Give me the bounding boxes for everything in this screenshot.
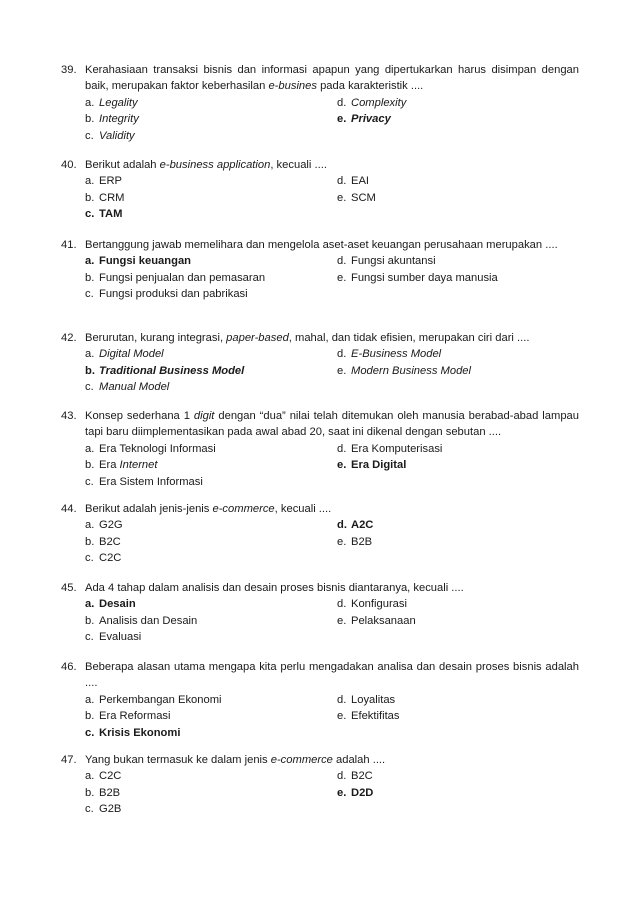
- option-letter: d.: [337, 693, 347, 706]
- option-text-segment: Loyalitas: [351, 693, 396, 706]
- option-text-segment: Validity: [99, 129, 135, 142]
- option-text-segment: D2D: [351, 786, 374, 799]
- stem-text: pada karakteristik ....: [316, 80, 424, 93]
- option-letter: e.: [337, 535, 347, 548]
- option-text-segment: Fungsi penjualan dan pemasaran: [99, 271, 266, 284]
- option-text: [99, 363, 244, 379]
- option-letter: c.: [85, 381, 94, 394]
- option-letter: b.: [85, 710, 95, 723]
- option-text-segment: Complexity: [351, 96, 407, 109]
- answer-option: [337, 173, 579, 189]
- answer-option: [85, 785, 337, 801]
- option-text-segment: Perkembangan Ekonomi: [99, 693, 222, 706]
- option-text-segment: Fungsi akuntansi: [351, 255, 436, 268]
- option-text: [99, 785, 120, 801]
- option-letter: b.: [85, 271, 95, 284]
- answer-option: [85, 441, 337, 457]
- answer-option: [85, 457, 337, 473]
- option-text: [99, 441, 216, 457]
- answer-option: [85, 128, 337, 144]
- option-text: [99, 801, 121, 817]
- question-stem: [85, 62, 579, 95]
- option-text: [351, 457, 406, 473]
- option-letter: a.: [85, 442, 95, 455]
- option-letter: b.: [85, 459, 95, 472]
- option-text: [351, 190, 376, 206]
- answer-options: [85, 253, 579, 302]
- option-text-segment: Modern Business Model: [351, 364, 472, 377]
- option-text-segment: ERP: [99, 175, 123, 188]
- option-text: [99, 286, 248, 302]
- answer-option: [85, 768, 337, 784]
- option-letter: d.: [337, 255, 347, 268]
- option-text-segment: Traditional Business Model: [99, 364, 245, 377]
- option-text: [99, 613, 197, 629]
- option-text: [99, 708, 171, 724]
- option-letter: c.: [85, 208, 95, 221]
- option-text-segment: Konfigurasi: [351, 598, 407, 611]
- option-text: [99, 206, 122, 222]
- option-text: [99, 768, 121, 784]
- option-text-segment: B2C: [99, 535, 121, 548]
- question-number: 45.: [61, 582, 77, 594]
- option-letter: b.: [85, 786, 95, 799]
- answer-option: [337, 596, 579, 612]
- question-47: [61, 752, 579, 818]
- option-text: [99, 517, 123, 533]
- answer-option: [337, 190, 579, 206]
- option-text-segment: Pelaksanaan: [351, 614, 416, 627]
- option-text-segment: B2B: [99, 786, 121, 799]
- option-text: [351, 363, 471, 379]
- question-44: [61, 501, 579, 567]
- option-text: [351, 596, 407, 612]
- question-stem: [85, 157, 579, 173]
- question-header: [61, 659, 579, 692]
- stem-text: , mahal, dan tidak efisien, merupakan ciri dari ....: [288, 332, 530, 344]
- answer-option: [337, 768, 579, 784]
- option-text: [99, 629, 141, 645]
- stem-text: , kecuali ....: [274, 503, 332, 515]
- option-letter: a.: [85, 348, 95, 361]
- answer-option: [85, 111, 337, 127]
- question-number: 39.: [61, 64, 77, 76]
- option-letter: c.: [85, 552, 94, 565]
- option-letter: e.: [337, 710, 347, 723]
- stem-text: adalah ....: [332, 754, 386, 766]
- option-text-segment: B2C: [351, 770, 373, 783]
- answer-option: [85, 692, 337, 708]
- option-text-segment: Digital Model: [99, 348, 164, 361]
- option-text: [99, 457, 157, 473]
- stem-text: Bertanggung jawab memelihara dan mengelola aset-aset keuangan perusahaan merupakan ....: [85, 239, 558, 251]
- answer-option-correct: [85, 363, 337, 379]
- option-text-segment: Era Teknologi Informasi: [99, 442, 216, 455]
- answer-option: [85, 550, 337, 566]
- option-text: [99, 346, 164, 362]
- option-letter: d.: [337, 598, 347, 611]
- answer-option: [85, 613, 337, 629]
- question-header: [61, 330, 579, 346]
- answer-option: [337, 346, 579, 362]
- option-letter: c.: [85, 475, 94, 488]
- question-header: [61, 408, 579, 441]
- question-header: [61, 62, 579, 95]
- stem-text: paper-based: [226, 332, 289, 344]
- option-text-segment: Legality: [99, 96, 138, 109]
- option-letter: b.: [85, 535, 95, 548]
- stem-text: Beberapa alasan utama mengapa kita perlu mengadakan analisa dan desain proses bisnis adalah ....: [85, 661, 579, 690]
- option-letter: a.: [85, 770, 95, 783]
- option-text: [351, 708, 400, 724]
- option-text: [99, 379, 169, 395]
- answer-option: [337, 692, 579, 708]
- option-text: [351, 768, 373, 784]
- stem-text: e-busines: [268, 80, 317, 93]
- option-text-segment: Desain: [99, 598, 136, 611]
- question-number: 43.: [61, 410, 77, 422]
- question-header: [61, 501, 579, 517]
- option-text-segment: Internet: [119, 459, 158, 472]
- question-42: [61, 330, 579, 396]
- option-text-segment: Fungsi produksi dan pabrikasi: [99, 288, 248, 301]
- answer-option: [337, 270, 579, 286]
- answer-option: [85, 517, 337, 533]
- option-letter: c.: [85, 631, 94, 644]
- option-text-segment: B2B: [351, 535, 373, 548]
- option-text: [99, 692, 222, 708]
- answer-option-correct: [85, 253, 337, 269]
- option-text: [351, 441, 442, 457]
- answer-options: [85, 346, 579, 395]
- answer-option: [337, 363, 579, 379]
- option-letter: b.: [85, 614, 95, 627]
- question-46: [61, 659, 579, 741]
- answer-options: [85, 173, 579, 222]
- option-letter: a.: [85, 96, 95, 109]
- option-letter: d.: [337, 175, 347, 188]
- option-letter: d.: [337, 96, 347, 109]
- stem-text: Yang bukan termasuk ke dalam jenis: [85, 754, 271, 766]
- question-number: 47.: [61, 754, 77, 766]
- option-letter: d.: [337, 519, 347, 532]
- answer-options: [85, 692, 579, 741]
- question-stem: [85, 752, 579, 768]
- question-number: 42.: [61, 332, 77, 344]
- option-text: [99, 550, 121, 566]
- option-letter: e.: [337, 459, 347, 472]
- option-text: [351, 253, 436, 269]
- option-letter: a.: [85, 598, 95, 611]
- option-text-segment: Integrity: [99, 113, 139, 126]
- stem-text: Berikut adalah: [85, 159, 160, 171]
- option-letter: e.: [337, 271, 347, 284]
- option-text: [99, 725, 180, 741]
- answer-option-correct: [337, 785, 579, 801]
- answer-option: [85, 173, 337, 189]
- answer-option: [337, 253, 579, 269]
- option-text-segment: Fungsi sumber daya manusia: [351, 271, 498, 284]
- option-text: [99, 596, 136, 612]
- option-text-segment: Efektifitas: [351, 710, 400, 723]
- answer-option: [85, 286, 337, 302]
- question-stem: [85, 330, 579, 346]
- question-45: [61, 580, 579, 646]
- option-letter: b.: [85, 364, 95, 377]
- question-number: 46.: [61, 661, 77, 673]
- question-header: [61, 752, 579, 768]
- answer-option: [85, 534, 337, 550]
- question-stem: [85, 237, 579, 253]
- option-text: [351, 95, 406, 111]
- answer-options: [85, 441, 579, 490]
- option-letter: a.: [85, 255, 95, 268]
- question-stem: [85, 408, 579, 441]
- answer-option-correct: [85, 725, 337, 741]
- answer-option-correct: [337, 111, 579, 127]
- answer-option: [337, 95, 579, 111]
- question-39: [61, 62, 579, 144]
- option-letter: e.: [337, 113, 347, 126]
- option-text-segment: Evaluasi: [99, 631, 142, 644]
- option-text-segment: Era Reformasi: [99, 710, 171, 723]
- option-text-segment: CRM: [99, 191, 125, 204]
- option-text: [99, 128, 135, 144]
- answer-option: [85, 95, 337, 111]
- option-text-segment: Manual Model: [99, 381, 170, 394]
- option-letter: b.: [85, 113, 95, 126]
- option-text: [99, 253, 191, 269]
- option-text: [351, 111, 391, 127]
- option-letter: c.: [85, 803, 94, 816]
- answer-option: [337, 441, 579, 457]
- question-40: [61, 157, 579, 223]
- question-43: [61, 408, 579, 490]
- option-text: [351, 517, 373, 533]
- option-text-segment: Era Sistem Informasi: [99, 475, 203, 488]
- stem-text: e-commerce: [270, 754, 333, 766]
- stem-text: Kerahasiaan transaksi bisnis dan informasi apapun yang dipertukarkan harus disimpan dengan baik, merupakan faktor keberhasilan: [85, 64, 579, 93]
- question-number: 41.: [61, 239, 77, 251]
- option-text: [351, 785, 373, 801]
- option-text: [99, 270, 265, 286]
- stem-text: Berurutan, kurang integrasi,: [85, 332, 227, 344]
- question-stem: [85, 501, 579, 517]
- option-letter: c.: [85, 288, 94, 301]
- option-text-segment: G2G: [99, 519, 123, 532]
- option-text-segment: C2C: [99, 552, 122, 565]
- answer-option: [85, 629, 337, 645]
- option-text: [99, 95, 138, 111]
- option-text-segment: C2C: [99, 770, 122, 783]
- stem-text: Berikut adalah jenis-jenis: [85, 503, 213, 515]
- option-text-segment: Analisis dan Desain: [99, 614, 198, 627]
- option-letter: a.: [85, 693, 95, 706]
- option-text-segment: Era Komputerisasi: [351, 442, 443, 455]
- option-text: [351, 173, 369, 189]
- option-text-segment: Krisis Ekonomi: [99, 726, 181, 739]
- option-text: [351, 270, 498, 286]
- option-text-segment: E-Business Model: [351, 348, 442, 361]
- answer-option: [85, 346, 337, 362]
- answer-option: [85, 801, 337, 817]
- option-text-segment: EAI: [351, 175, 370, 188]
- answer-options: [85, 768, 579, 817]
- question-41: [61, 237, 579, 303]
- answer-option-correct: [85, 206, 337, 222]
- question-stem: [85, 580, 579, 596]
- answer-options: [85, 596, 579, 645]
- answer-option: [337, 613, 579, 629]
- stem-text: digit: [193, 410, 215, 422]
- question-number: 40.: [61, 159, 77, 171]
- option-letter: e.: [337, 191, 347, 204]
- option-text: [351, 346, 441, 362]
- stem-text: , kecuali ....: [270, 159, 327, 171]
- answer-option: [85, 190, 337, 206]
- stem-text: dengan “dua” nilai telah ditemukan oleh manusia berabad-abad lampau tapi baru diimplementasikan pada awal abad 20, saat ini dikenal dengan sebutan ....: [85, 410, 579, 439]
- option-letter: e.: [337, 614, 347, 627]
- question-header: [61, 580, 579, 596]
- option-text-segment: G2B: [99, 803, 122, 816]
- option-letter: c.: [85, 726, 95, 739]
- answer-option: [337, 708, 579, 724]
- question-header: [61, 157, 579, 173]
- question-stem: [85, 659, 579, 692]
- option-letter: e.: [337, 786, 347, 799]
- option-text: [351, 613, 416, 629]
- option-text: [351, 692, 395, 708]
- answer-option: [85, 379, 337, 395]
- stem-text: e-commerce: [212, 503, 275, 515]
- option-text: [99, 474, 203, 490]
- option-text: [99, 534, 121, 550]
- option-text-segment: Privacy: [351, 113, 391, 126]
- question-header: [61, 237, 579, 253]
- option-text: [99, 111, 139, 127]
- option-letter: c.: [85, 129, 94, 142]
- answer-options: [85, 95, 579, 144]
- option-letter: d.: [337, 442, 347, 455]
- stem-text: Konsep sederhana 1: [85, 410, 194, 422]
- answer-option: [337, 534, 579, 550]
- option-letter: d.: [337, 348, 347, 361]
- option-text: [99, 173, 122, 189]
- option-letter: d.: [337, 770, 347, 783]
- answer-options: [85, 517, 579, 566]
- stem-text: Ada 4 tahap dalam analisis dan desain proses bisnis diantaranya, kecuali ....: [85, 582, 464, 594]
- option-text: [99, 190, 124, 206]
- option-text-segment: TAM: [99, 208, 123, 221]
- option-letter: a.: [85, 519, 95, 532]
- option-text-segment: Fungsi keuangan: [99, 255, 191, 268]
- option-text-segment: SCM: [351, 191, 376, 204]
- option-text-segment: Era: [99, 459, 120, 472]
- option-text-segment: Era Digital: [351, 459, 407, 472]
- answer-option: [85, 270, 337, 286]
- option-letter: b.: [85, 191, 95, 204]
- option-text: [351, 534, 372, 550]
- answer-option-correct: [337, 457, 579, 473]
- stem-text: e-business application: [159, 159, 271, 171]
- answer-option: [85, 708, 337, 724]
- question-number: 44.: [61, 503, 77, 515]
- option-text-segment: A2C: [351, 519, 374, 532]
- answer-option-correct: [85, 596, 337, 612]
- answer-option-correct: [337, 517, 579, 533]
- option-letter: a.: [85, 175, 95, 188]
- option-letter: e.: [337, 364, 347, 377]
- answer-option: [85, 474, 337, 490]
